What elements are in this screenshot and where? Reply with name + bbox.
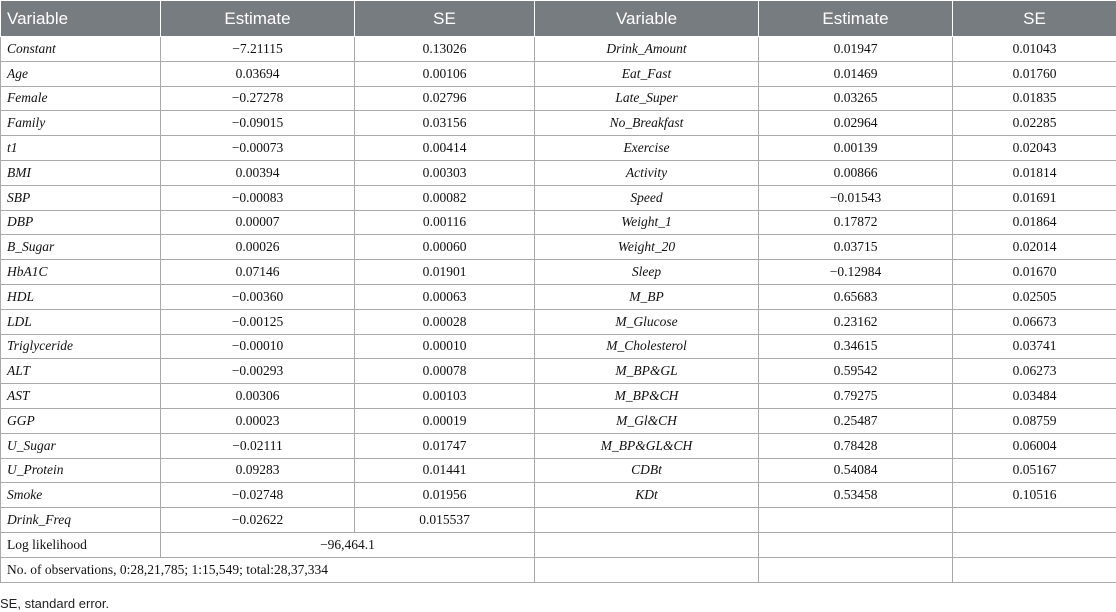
cell-se-left: 0.00063: [355, 284, 535, 309]
table-row: [1, 210, 1116, 235]
empty-cell: [535, 532, 759, 557]
empty-cell: [759, 532, 953, 557]
table-row: [1, 433, 1116, 458]
cell-se-right: 0.02043: [953, 136, 1116, 161]
cell-variable-right: M_Cholesterol: [535, 334, 759, 359]
cell-estimate-right: −0.01543: [759, 185, 953, 210]
cell-variable-left: Family: [1, 111, 161, 136]
cell-variable-right: Sleep: [535, 260, 759, 285]
cell-variable-right: Late_Super: [535, 86, 759, 111]
cell-estimate-left: −0.00010: [161, 334, 355, 359]
cell-variable-left: Smoke: [1, 483, 161, 508]
cell-variable-right: Eat_Fast: [535, 61, 759, 86]
cell-se-left: 0.00028: [355, 309, 535, 334]
cell-se-left: 0.015537: [355, 508, 535, 533]
cell-se-right: 0.06673: [953, 309, 1116, 334]
cell-estimate-right: 0.78428: [759, 433, 953, 458]
table-row: [1, 235, 1116, 260]
table-row: [1, 260, 1116, 285]
cell-estimate-left: 0.00023: [161, 408, 355, 433]
cell-estimate-left: 0.00007: [161, 210, 355, 235]
cell-variable-left: SBP: [1, 185, 161, 210]
cell-se-right: 0.01864: [953, 210, 1116, 235]
cell-se-right: 0.01670: [953, 260, 1116, 285]
cell-se-right: 0.01835: [953, 86, 1116, 111]
cell-estimate-right: 0.65683: [759, 284, 953, 309]
cell-variable-right: Weight_20: [535, 235, 759, 260]
table-row: [1, 111, 1116, 136]
table-row: [1, 37, 1116, 62]
cell-variable-left: AST: [1, 384, 161, 409]
cell-variable-right: CDBt: [535, 458, 759, 483]
cell-se-right: 0.06004: [953, 433, 1116, 458]
cell-se-right: 0.03741: [953, 334, 1116, 359]
cell-se-left: 0.01441: [355, 458, 535, 483]
cell-estimate-left: −0.00293: [161, 359, 355, 384]
table-row: [1, 185, 1116, 210]
cell-se-left: 0.03156: [355, 111, 535, 136]
table-row: [1, 309, 1116, 334]
cell-se-right: 0.02014: [953, 235, 1116, 260]
cell-variable-right: M_BP&GL&CH: [535, 433, 759, 458]
cell-estimate-right: 0.23162: [759, 309, 953, 334]
header-se-right: SE: [953, 1, 1116, 37]
cell-se-left: 0.00106: [355, 61, 535, 86]
table-row: [1, 334, 1116, 359]
cell-se-left: 0.00103: [355, 384, 535, 409]
cell-variable-left: U_Protein: [1, 458, 161, 483]
log-likelihood-value: −96,464.1: [161, 532, 535, 557]
table-row: [1, 61, 1116, 86]
cell-variable-right: KDt: [535, 483, 759, 508]
cell-se-left: 0.00019: [355, 408, 535, 433]
table-row: [1, 458, 1116, 483]
header-variable-left: Variable: [1, 1, 161, 37]
cell-estimate-left: 0.00306: [161, 384, 355, 409]
cell-variable-right: Exercise: [535, 136, 759, 161]
log-likelihood-row: [1, 532, 1116, 557]
empty-cell: [953, 532, 1116, 557]
cell-variable-left: Constant: [1, 37, 161, 62]
cell-estimate-right: 0.59542: [759, 359, 953, 384]
cell-estimate-right: 0.54084: [759, 458, 953, 483]
cell-variable-right: M_BP: [535, 284, 759, 309]
cell-variable-right: Weight_1: [535, 210, 759, 235]
cell-se-right: [953, 508, 1116, 533]
empty-cell: [953, 557, 1116, 582]
cell-se-left: 0.00078: [355, 359, 535, 384]
cell-se-left: 0.01901: [355, 260, 535, 285]
cell-se-right: 0.02505: [953, 284, 1116, 309]
cell-estimate-left: 0.07146: [161, 260, 355, 285]
cell-estimate-right: 0.34615: [759, 334, 953, 359]
header-estimate-right: Estimate: [759, 1, 953, 37]
cell-se-right: 0.10516: [953, 483, 1116, 508]
cell-estimate-left: 0.00394: [161, 160, 355, 185]
cell-variable-left: Age: [1, 61, 161, 86]
cell-variable-right: Drink_Amount: [535, 37, 759, 62]
header-estimate-left: Estimate: [161, 1, 355, 37]
cell-variable-right: No_Breakfast: [535, 111, 759, 136]
cell-estimate-left: −0.27278: [161, 86, 355, 111]
cell-estimate-right: 0.03265: [759, 86, 953, 111]
log-likelihood-label: Log likelihood: [1, 532, 161, 557]
cell-se-right: 0.01043: [953, 37, 1116, 62]
header-se-left: SE: [355, 1, 535, 37]
header-row: [1, 1, 1116, 37]
table-row: [1, 160, 1116, 185]
cell-estimate-right: 0.00139: [759, 136, 953, 161]
table-row: [1, 408, 1116, 433]
observations-row: [1, 557, 1116, 582]
table-body: [1, 37, 1116, 583]
cell-variable-left: B_Sugar: [1, 235, 161, 260]
table-row: [1, 136, 1116, 161]
cell-estimate-left: 0.00026: [161, 235, 355, 260]
cell-estimate-right: [759, 508, 953, 533]
observations-text: No. of observations, 0:28,21,785; 1:15,549; total:28,37,334: [1, 557, 535, 582]
cell-estimate-left: −0.02111: [161, 433, 355, 458]
table-row: [1, 508, 1116, 533]
cell-se-right: 0.01760: [953, 61, 1116, 86]
cell-estimate-right: 0.53458: [759, 483, 953, 508]
cell-se-left: 0.13026: [355, 37, 535, 62]
cell-variable-right: M_Glucose: [535, 309, 759, 334]
cell-estimate-left: −7.21115: [161, 37, 355, 62]
cell-se-right: 0.01691: [953, 185, 1116, 210]
cell-variable-right: M_BP&CH: [535, 384, 759, 409]
table-row: [1, 86, 1116, 111]
cell-estimate-right: 0.79275: [759, 384, 953, 409]
cell-variable-right: M_Gl&CH: [535, 408, 759, 433]
cell-estimate-right: 0.17872: [759, 210, 953, 235]
cell-se-left: 0.00303: [355, 160, 535, 185]
cell-estimate-left: −0.00125: [161, 309, 355, 334]
cell-variable-left: GGP: [1, 408, 161, 433]
cell-estimate-right: 0.01469: [759, 61, 953, 86]
cell-estimate-left: 0.09283: [161, 458, 355, 483]
cell-se-right: 0.05167: [953, 458, 1116, 483]
cell-se-left: 0.00060: [355, 235, 535, 260]
cell-variable-left: U_Sugar: [1, 433, 161, 458]
cell-variable-left: t1: [1, 136, 161, 161]
cell-estimate-right: 0.02964: [759, 111, 953, 136]
table-row: [1, 384, 1116, 409]
cell-se-left: 0.01747: [355, 433, 535, 458]
cell-estimate-left: −0.00073: [161, 136, 355, 161]
cell-variable-right: Activity: [535, 160, 759, 185]
cell-variable-left: BMI: [1, 160, 161, 185]
cell-estimate-right: 0.03715: [759, 235, 953, 260]
cell-variable-left: ALT: [1, 359, 161, 384]
cell-se-left: 0.00116: [355, 210, 535, 235]
empty-cell: [535, 557, 759, 582]
cell-estimate-left: −0.02748: [161, 483, 355, 508]
cell-estimate-left: −0.00083: [161, 185, 355, 210]
cell-variable-left: Triglyceride: [1, 334, 161, 359]
cell-estimate-right: 0.00866: [759, 160, 953, 185]
table-row: [1, 284, 1116, 309]
cell-se-left: 0.00414: [355, 136, 535, 161]
cell-se-right: 0.06273: [953, 359, 1116, 384]
cell-variable-right: [535, 508, 759, 533]
cell-estimate-left: −0.02622: [161, 508, 355, 533]
cell-variable-left: Female: [1, 86, 161, 111]
cell-se-left: 0.00010: [355, 334, 535, 359]
cell-variable-left: LDL: [1, 309, 161, 334]
cell-variable-left: HbA1C: [1, 260, 161, 285]
cell-se-left: 0.01956: [355, 483, 535, 508]
cell-se-left: 0.02796: [355, 86, 535, 111]
cell-estimate-left: 0.03694: [161, 61, 355, 86]
cell-estimate-left: −0.09015: [161, 111, 355, 136]
cell-variable-left: HDL: [1, 284, 161, 309]
cell-se-left: 0.00082: [355, 185, 535, 210]
cell-estimate-right: 0.01947: [759, 37, 953, 62]
cell-estimate-right: 0.25487: [759, 408, 953, 433]
cell-variable-right: Speed: [535, 185, 759, 210]
cell-se-right: 0.02285: [953, 111, 1116, 136]
cell-variable-left: DBP: [1, 210, 161, 235]
table-footnote: SE, standard error.: [0, 596, 110, 611]
cell-estimate-right: −0.12984: [759, 260, 953, 285]
cell-variable-right: M_BP&GL: [535, 359, 759, 384]
cell-se-right: 0.03484: [953, 384, 1116, 409]
cell-variable-left: Drink_Freq: [1, 508, 161, 533]
table-row: [1, 483, 1116, 508]
cell-se-right: 0.01814: [953, 160, 1116, 185]
table-row: [1, 359, 1116, 384]
header-variable-right: Variable: [535, 1, 759, 37]
cell-se-right: 0.08759: [953, 408, 1116, 433]
empty-cell: [759, 557, 953, 582]
cell-estimate-left: −0.00360: [161, 284, 355, 309]
